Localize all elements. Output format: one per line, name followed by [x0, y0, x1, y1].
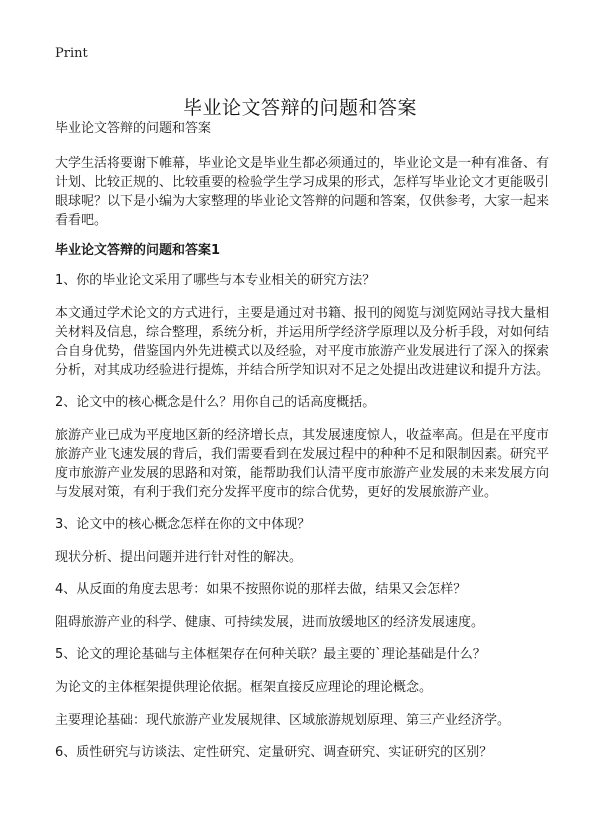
question-1: 1、你的毕业论文采用了哪些与本专业相关的研究方法？	[55, 273, 376, 288]
answer-4: 阻碍旅游产业的科学、健康、可持续发展，进而放缓地区的经济发展速度。	[55, 615, 485, 630]
page-title: 毕业论文答辩的问题和答案	[182, 96, 417, 119]
question-6: 6、质性研究与访谈法、定性研究、定量研究、调查研究、实证研究的区别？	[55, 745, 493, 760]
section-heading: 毕业论文答辩的问题和答案1	[55, 243, 221, 258]
answer-5-theory: 主要理论基础：现代旅游产业发展规律、区域旅游规划原理、第三产业经济学。	[55, 713, 511, 728]
question-3: 3、论文中的核心概念怎样在你的文中体现？	[55, 517, 311, 532]
question-5: 5、论文的理论基础与主体框架存在何种关联？最主要的`理论基础是什么？	[55, 647, 486, 662]
question-4: 4、从反面的角度去思考：如果不按照你说的那样去做，结果又会怎样？	[55, 582, 467, 597]
document-subtitle: 毕业论文答辩的问题和答案	[55, 121, 212, 136]
document-body	[55, 120, 556, 776]
intro-paragraph: 大学生活将要谢下帷幕，毕业论文是毕业生都必须通过的，毕业论文是一种有准备、有计划、比较正规的、比较重要的检验学生学习成果的形式，怎样写毕业论文才更能吸引眼球呢？以下是小编为大家整理的毕业论文答辩的问题和答案，仅供参考，大家一起来看看吧。	[55, 156, 550, 228]
answer-5: 为论文的主体框架提供理论依据。框架直接反应理论的理论概念。	[55, 680, 433, 695]
print-label: Print	[55, 46, 88, 61]
answer-3: 现状分析、提出问题并进行针对性的解决。	[55, 550, 303, 565]
answer-1: 本文通过学术论文的方式进行，主要是通过对书籍、报刊的阅览与浏览网站寻找大量相关材料及信息，综合整理，系统分析，并运用所学经济学原理以及分析手段，对如何结合自身优势，借鉴国内外先进模式以及经验，对平度市旅游产业发展进行了深入的探索分析，对其成功经验进行提炼，并结合所学知识对不足之处提出改进建议和提升方法。	[55, 306, 550, 378]
question-2: 2、论文中的核心概念是什么？用你自己的话高度概括。	[55, 395, 376, 410]
answer-2: 旅游产业已成为平度地区新的经济增长点，其发展速度惊人，收益率高。但是在平度市旅游产业飞速发展的背后，我们需要看到在发展过程中的种种不足和限制因素。研究平度市旅游产业发展的思路和对策，能帮助我们认清平度市旅游产业发展的未来发展方向与发展对策，有利于我们充分发挥平度市的综合优势，更好的发展旅游产业。	[55, 428, 550, 500]
